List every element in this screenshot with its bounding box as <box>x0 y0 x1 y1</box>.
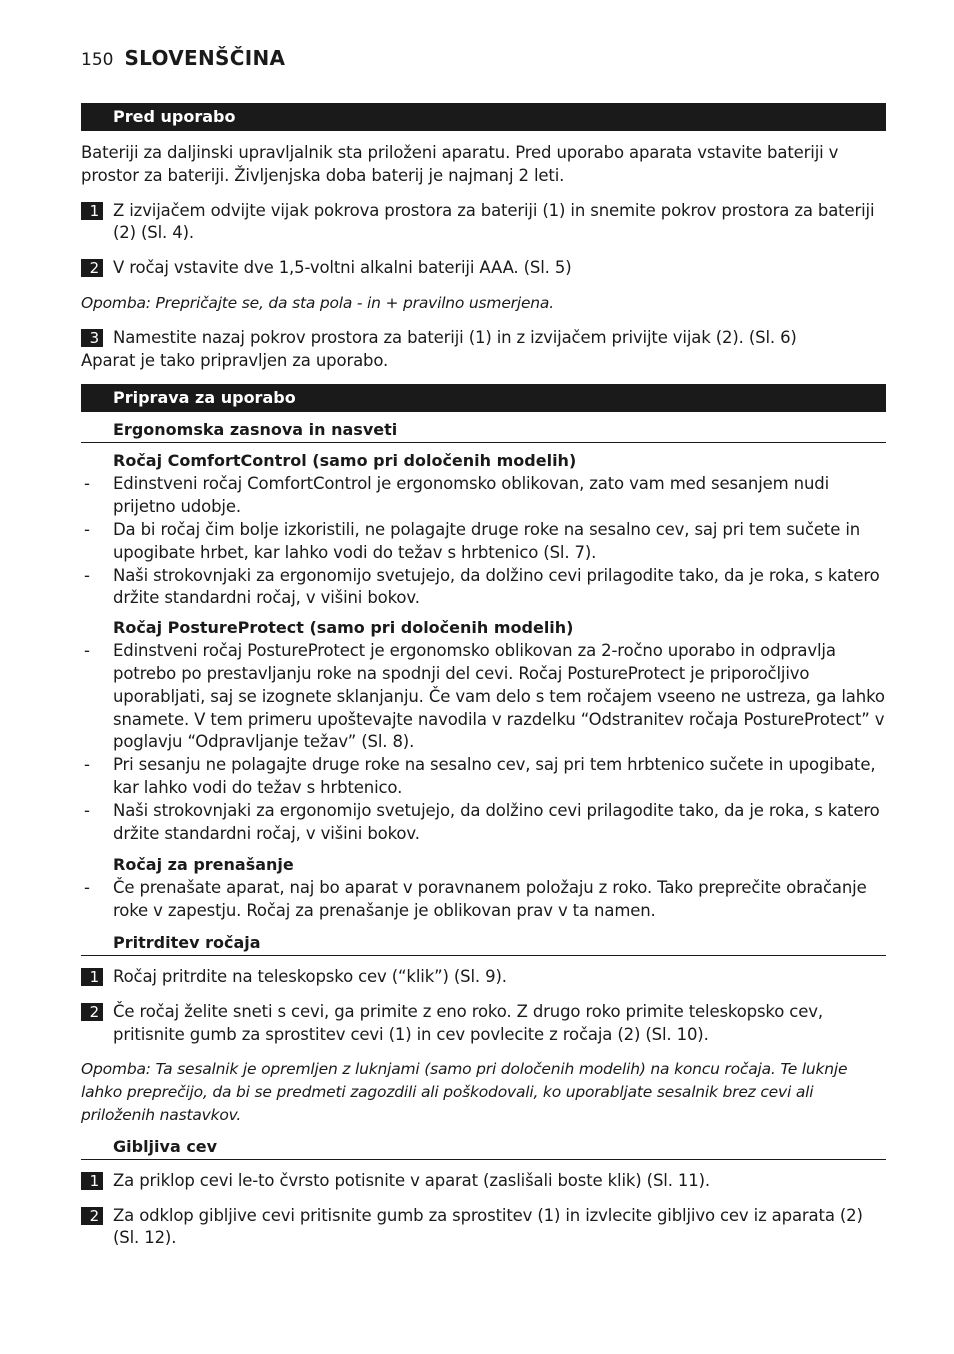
list-item <box>81 754 886 800</box>
bullet-dash: - <box>84 519 90 539</box>
list-item-text: Edinstveni ročaj PostureProtect je ergonomsko oblikovan za 2-ročno uporabo in odpravlja potrebo po prestavljanju roke na spodnji del cevi. Ročaj PostureProtect je priporočljivo uporabljati, saj se izognete sklanjanju. Če vam delo s tem ročajem vseeno ne ustreza, ga lahko snamete. V tem primeru upoštevajte navodila v razdelku “Odstranitev ročaja PostureProtect” v poglavju “Odpravljanje težav” (Sl. 8). <box>113 641 885 752</box>
list-item-text: Če prenašate aparat, naj bo aparat v poravnanem položaju z roko. Tako preprečite obračanje roke v zapestju. Ročaj za prenašanje je oblikovan prav v ta namen. <box>113 878 867 921</box>
comfortcontrol-list <box>81 473 886 610</box>
step-number-badge: 2 <box>81 1207 103 1225</box>
step-number-badge: 2 <box>81 259 103 277</box>
step-text: Ročaj pritrdite na teleskopsko cev (“klik”) (Sl. 9). <box>113 966 507 986</box>
subheading-hose: Gibljiva cev <box>81 1137 886 1160</box>
subheading-postureprotect: Ročaj PostureProtect (samo pri določenih modelih) <box>113 618 574 638</box>
step-text: Namestite nazaj pokrov prostora za bateriji (1) in z izvijačem privijte vijak (2). (Sl. 6) <box>113 327 797 347</box>
list-item-text: Edinstveni ročaj ComfortControl je ergonomsko oblikovan, zato vam med sesanjem nudi prijetno udobje. <box>113 474 830 517</box>
postureprotect-list <box>81 640 886 845</box>
before-use-step <box>81 257 886 280</box>
step-number-badge: 3 <box>81 329 103 347</box>
list-item <box>81 519 886 565</box>
subheading-attach-handle: Pritrditev ročaja <box>81 933 886 956</box>
note-handle-holes: Opomba: Ta sesalnik je opremljen z luknjami (samo pri določenih modelih) na koncu ročaja. Te luknje lahko preprečijo, da bi se predmeti zagozdili ali poškodovali, ko uporabljate sesalnik brez cevi ali priloženih nastavkov. <box>81 1060 848 1124</box>
list-item <box>81 565 886 611</box>
step-text: Za priklop cevi le-to čvrsto potisnite v aparat (zaslišali boste klik) (Sl. 11). <box>113 1170 710 1190</box>
bullet-dash: - <box>84 565 90 585</box>
note-polarity: Opomba: Prepričajte se, da sta pola - in + pravilno usmerjena. <box>81 293 554 312</box>
page-content <box>81 103 886 1250</box>
attach-step <box>81 966 886 989</box>
subheading-ergonomics: Ergonomska zasnova in nasveti <box>81 420 886 443</box>
page-header <box>81 46 285 70</box>
step-text: Z izvijačem odvijte vijak pokrova prostora za bateriji (1) in snemite pokrov prostora za bateriji (2) (Sl. 4). <box>113 200 875 243</box>
carry-handle-list <box>81 877 886 923</box>
bullet-dash: - <box>84 800 90 820</box>
bullet-dash: - <box>84 474 90 494</box>
list-item <box>81 877 886 923</box>
list-item-text: Naši strokovnjaki za ergonomijo svetujejo, da dolžino cevi prilagodite tako, da je roka, s katero držite standardni ročaj, v višini bokov. <box>113 800 880 843</box>
section-header-preparing: Priprava za uporabo <box>81 384 886 412</box>
step-number-badge: 1 <box>81 1172 103 1190</box>
before-use-step <box>81 327 886 350</box>
bullet-dash: - <box>84 755 90 775</box>
before-use-after: Aparat je tako pripravljen za uporabo. <box>81 350 389 370</box>
before-use-step <box>81 200 886 246</box>
step-text: Če ročaj želite sneti s cevi, ga primite z eno roko. Z drugo roko primite teleskopsko cev, pritisnite gumb za sprostitev cevi (1) in cev povlecite z ročaja (2) (Sl. 10). <box>113 1001 823 1044</box>
list-item <box>81 800 886 846</box>
section-header-before-use: Pred uporabo <box>81 103 886 131</box>
subheading-comfortcontrol: Ročaj ComfortControl (samo pri določenih modelih) <box>113 451 577 471</box>
step-number-badge: 1 <box>81 968 103 986</box>
list-item <box>81 640 886 754</box>
step-number-badge: 1 <box>81 202 103 220</box>
subheading-carry-handle: Ročaj za prenašanje <box>113 855 294 875</box>
page-number: 150 <box>81 50 114 70</box>
list-item-text: Pri sesanju ne polagajte druge roke na sesalno cev, saj pri tem hrbtenico sučete in upogibate, kar lahko vodi do težav s hrbtenico. <box>113 755 876 797</box>
bullet-dash: - <box>84 878 90 898</box>
list-item-text: Da bi ročaj čim bolje izkoristili, ne polagajte druge roke na sesalno cev, saj pri tem sučete in upogibate hrbet, kar lahko vodi do težav s hrbtenico (Sl. 7). <box>113 519 861 562</box>
list-item <box>81 473 886 519</box>
attach-step <box>81 1001 886 1047</box>
hose-step <box>81 1170 886 1193</box>
step-text: V ročaj vstavite dve 1,5-voltni alkalni bateriji AAA. (Sl. 5) <box>113 258 572 278</box>
language-title: SLOVENŠČINA <box>124 46 286 70</box>
step-text: Za odklop gibljive cevi pritisnite gumb za sprostitev (1) in izvlecite gibljivo cev iz aparata (2) (Sl. 12). <box>113 1205 863 1248</box>
before-use-intro: Bateriji za daljinski upravljalnik sta priloženi aparatu. Pred uporabo aparata vstavite bateriji v prostor za bateriji. Življenjska doba baterij je najmanj 2 leti. <box>81 143 839 185</box>
list-item-text: Naši strokovnjaki za ergonomijo svetujejo, da dolžino cevi prilagodite tako, da je roka, s katero držite standardni ročaj, v višini bokov. <box>113 565 880 608</box>
step-number-badge: 2 <box>81 1003 103 1021</box>
bullet-dash: - <box>84 641 90 661</box>
hose-step <box>81 1205 886 1251</box>
